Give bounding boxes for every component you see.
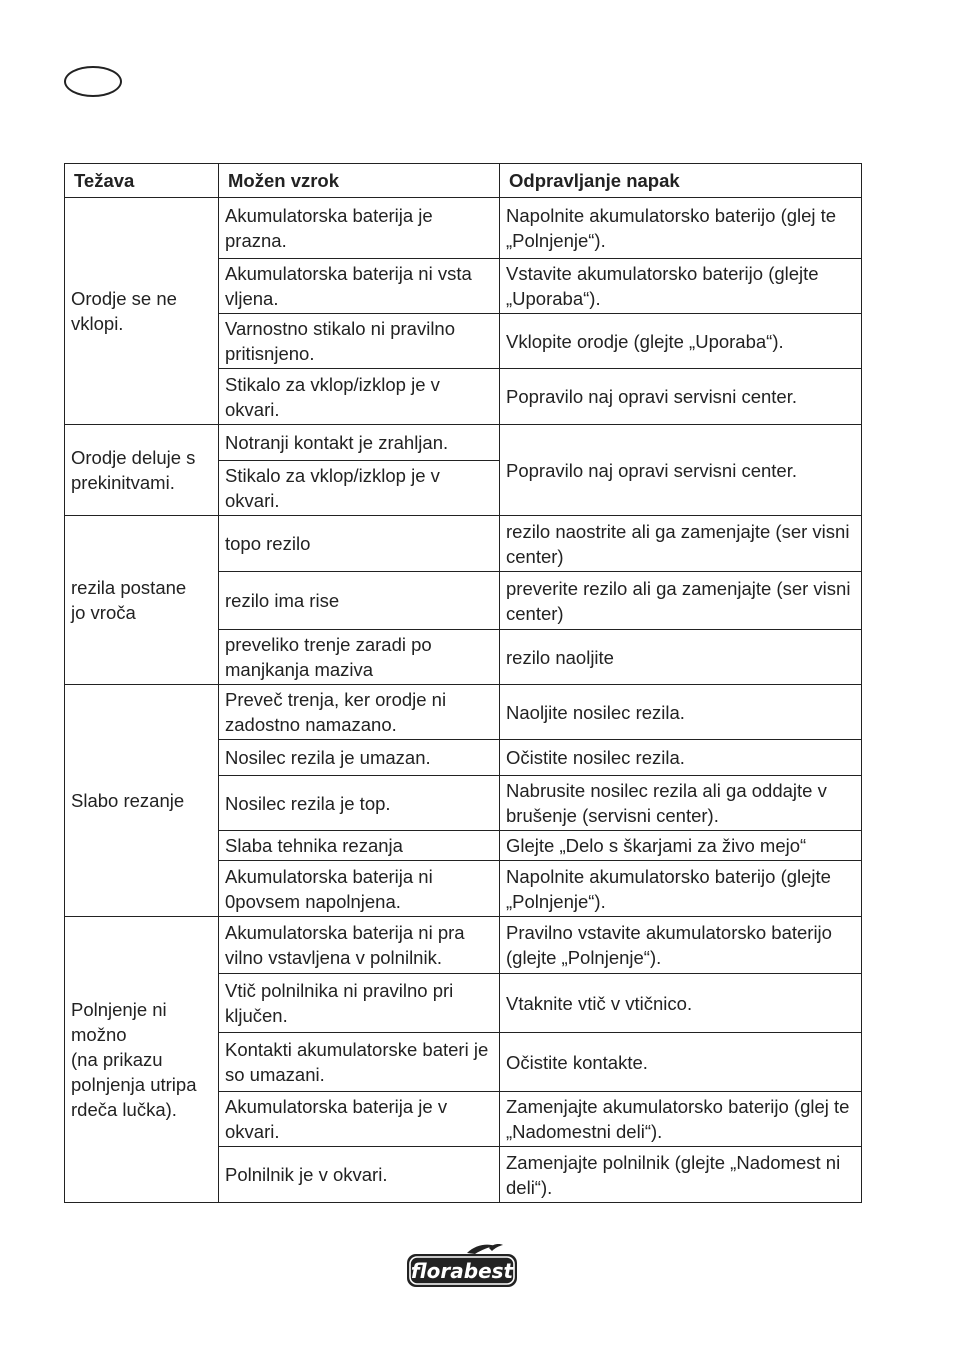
problem-line: (na prikazu: [71, 1049, 163, 1070]
cause-cell: Akumulatorska baterija je v okvari.: [219, 1092, 500, 1147]
remedy-cell: rezilo naostrite ali ga zamenjajte (ser visni center): [500, 516, 862, 572]
cause-cell: Stikalo za vklop/izklop je v okvari.: [219, 461, 500, 516]
remedy-cell: Očistite nosilec rezila.: [500, 740, 862, 776]
remedy-cell: Pravilno vstavite akumulatorsko baterijo (glejte „Polnjenje“).: [500, 917, 862, 974]
remedy-cell: Popravilo naj opravi servisni center.: [500, 369, 862, 425]
cause-cell: Nosilec rezila je top.: [219, 776, 500, 831]
cause-cell: Akumulatorska baterija je prazna.: [219, 198, 500, 259]
cause-cell: Akumulatorska baterija ni 0povsem napolnjena.: [219, 861, 500, 917]
remedy-cell: Napolnite akumulatorsko baterijo (glej te „Polnjenje“).: [500, 198, 862, 259]
cause-cell: Vtič polnilnika ni pravilno pri ključen.: [219, 974, 500, 1033]
problem-line: Orodje se ne: [71, 288, 177, 309]
problem-line: možno: [71, 1024, 127, 1045]
problem-line: polnjenja utripa: [71, 1074, 197, 1095]
problem-line: Polnjenje ni: [71, 999, 167, 1020]
cause-cell: Akumulatorska baterija ni vsta vljena.: [219, 259, 500, 314]
florabest-logo: [405, 1243, 519, 1289]
problem-cell: [65, 917, 219, 1203]
problem-line: Orodje deluje s: [71, 447, 196, 468]
table-row: [65, 685, 862, 740]
remedy-cell: Naoljite nosilec rezila.: [500, 685, 862, 740]
remedy-cell: Vstavite akumulatorsko baterijo (glejte „Uporaba“).: [500, 259, 862, 314]
cause-cell: rezilo ima rise: [219, 572, 500, 630]
table-row: [65, 917, 862, 974]
problem-cell: [65, 198, 219, 425]
column-header-remedy: Odpravljanje napak: [500, 164, 862, 198]
remedy-cell: Napolnite akumulatorsko baterijo (glejte „Polnjenje“).: [500, 861, 862, 917]
problem-line: rdeča lučka).: [71, 1099, 177, 1120]
cause-cell: Stikalo za vklop/izklop je v okvari.: [219, 369, 500, 425]
table-row: [65, 425, 862, 461]
cause-cell: Nosilec rezila je umazan.: [219, 740, 500, 776]
column-header-problem: Težava: [65, 164, 219, 198]
table-row: [65, 198, 862, 259]
problem-cell: [65, 425, 219, 516]
troubleshooting-table: [64, 163, 862, 1203]
remedy-cell: Vklopite orodje (glejte „Uporaba“).: [500, 314, 862, 369]
remedy-cell: Zamenjajte akumulatorsko baterijo (glej te „Nadomestni deli“).: [500, 1092, 862, 1147]
cause-cell: Varnostno stikalo ni pravilno pritisnjeno.: [219, 314, 500, 369]
language-badge: [64, 66, 122, 97]
remedy-cell: preverite rezilo ali ga zamenjajte (ser visni center): [500, 572, 862, 630]
problem-cell: [65, 516, 219, 685]
cause-cell: preveliko trenje zaradi po manjkanja maziva: [219, 630, 500, 685]
remedy-cell: rezilo naoljite: [500, 630, 862, 685]
table-body: [65, 198, 862, 1203]
table-header-row: [65, 164, 862, 198]
remedy-cell: Zamenjajte polnilnik (glejte „Nadomest ni deli“).: [500, 1147, 862, 1203]
column-header-cause: Možen vzrok: [219, 164, 500, 198]
cause-cell: Akumulatorska baterija ni pra vilno vstavljena v polnilnik.: [219, 917, 500, 974]
problem-line: jo vroča: [71, 602, 136, 623]
remedy-cell: Glejte „Delo s škarjami za živo mejo“: [500, 831, 862, 861]
cause-cell: Kontakti akumulatorske bateri je so umazani.: [219, 1033, 500, 1092]
cause-cell: Preveč trenja, ker orodje ni zadostno namazano.: [219, 685, 500, 740]
remedy-cell: Očistite kontakte.: [500, 1033, 862, 1092]
cause-cell: Polnilnik je v okvari.: [219, 1147, 500, 1203]
table-row: [65, 516, 862, 572]
problem-cell: [65, 685, 219, 917]
cause-cell: Notranji kontakt je zrahljan.: [219, 425, 500, 461]
svg-text:florabest: florabest: [410, 1259, 514, 1283]
remedy-cell: Nabrusite nosilec rezila ali ga oddajte v brušenje (servisni center).: [500, 776, 862, 831]
cause-cell: Slaba tehnika rezanja: [219, 831, 500, 861]
problem-line: prekinitvami.: [71, 472, 175, 493]
problem-line: vklopi.: [71, 313, 124, 334]
cause-cell: topo rezilo: [219, 516, 500, 572]
problem-line: rezila postane: [71, 577, 187, 598]
remedy-cell: Popravilo naj opravi servisni center.: [500, 425, 862, 516]
problem-line: Slabo rezanje: [71, 790, 185, 811]
remedy-cell: Vtaknite vtič v vtičnico.: [500, 974, 862, 1033]
